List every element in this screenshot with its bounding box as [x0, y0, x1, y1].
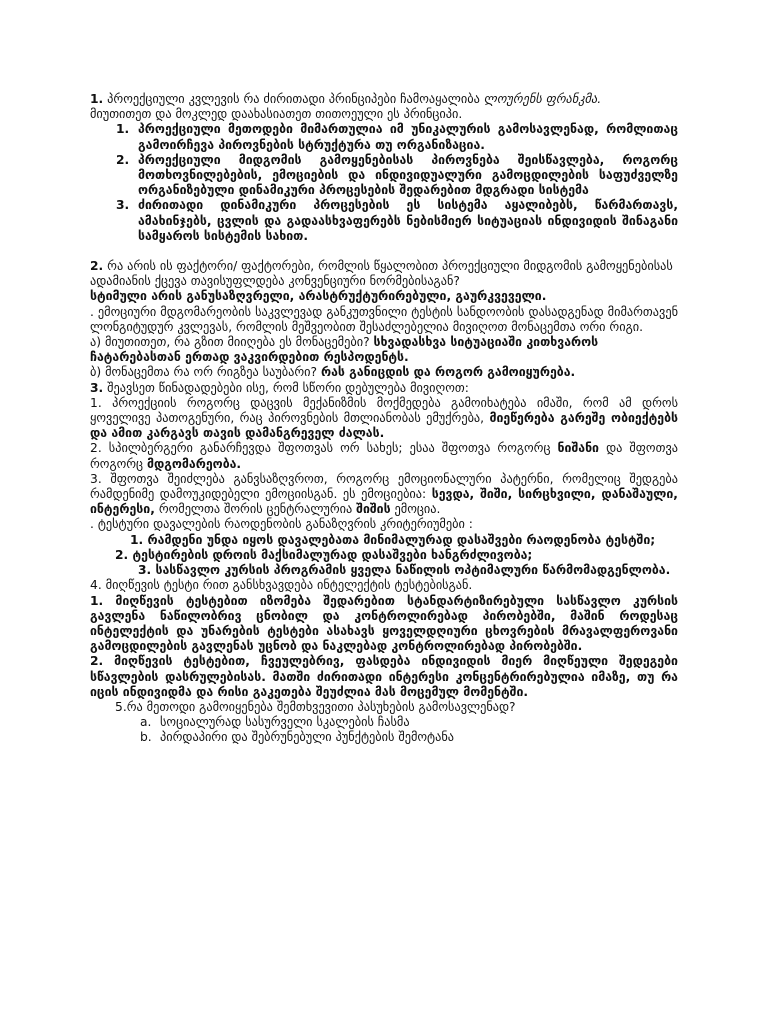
criteria-intro: . ტესტური დავალების რაოდენობის განაზღვრის კრიტერიუმები : [90, 517, 473, 532]
q4-answer-2: 2. მიღწევის ტესტებით, ჩვეულებრივ, ფასდება ინდივიდის მიერ მიღწეული შედეგები სწავლების დასრულებისას. მათში ძირითადი ინტერესი კონცენტრირებულია იმაზე, თუ რა იცის ინდივიდმა და რისი გაკეთება შეუძლია მას მოცემულ მომენტში. [90, 654, 678, 699]
q2b-line [90, 365, 678, 380]
list-number: 1. [116, 122, 130, 137]
q2-question [90, 259, 678, 289]
q1-principle-3 [116, 198, 678, 244]
q3-s2-answer-2: მდგომარეობა. [147, 456, 242, 471]
q1-principles-list [90, 122, 678, 244]
q3-s1-text: 1. პროექციის როგორც დაცვის მექანიზმის მოქმედება გამოიხატება იმაში, რომ ამ დროს ყოველივე პათოგენური, რაც პიროვნების მთლიანობას ემუქრება, [90, 395, 678, 426]
document-page [90, 92, 678, 746]
q2-answer: სტიმული არის განუსაზღვრელი, არასტრუქტურირებული, გაურკვეველი. [90, 289, 547, 304]
list-text: პროექციული მიდგომის გამოყენებისას პიროვნება შეისწავლება, როგორც მოთხოვნილებების, ემოციების და ინდივიდუალური გამოცდილების საფუძველზე ორგანიზებული დინამიკური პროცესების შედარებით მდგრადი სისტემა [138, 152, 678, 198]
q1-text: პროექციული კვლევის რა ძირითადი პრინციპები ჩამოაყალიბა [107, 92, 480, 106]
q3-s3-mid: რომელთა შორის ცენტრალურია [158, 502, 353, 517]
q4-answer-1: 1. მიღწევის ტესტებით იზომება შედარებით სტანდარტიზირებული სასწავლო კურსის გავლენა ნაწილობრივ ცნობილ და კონტროლირებად პირობებში, მაშინ როდესაც ინტელექტის და უნარების ტესტები ასახავს ყოველდღიური ცხოვრების მრავალფეროვანი გამოცდილების გავლენას უცნობ და ნაკლებად კონტროლირებად პირობებში. [90, 593, 678, 654]
q2a-answer: სხვადასხვა სიტუაციაში კითხვაროს ჩატარებასთან ერთად ვაკვირდებით რესპოდენტს. [90, 335, 599, 365]
question-1 [90, 92, 678, 244]
q3-s3-text: 3. შფოთვა შეიძლება განვსაზღვროთ, როგორც ემოციონალური პატერნი, რომელიც შედგება რამდენიმე დამოუკიდებელი ემოციისგან. ეს ემოციებია: [90, 471, 678, 502]
list-text: ძირითადი დინამიკური პროცესების ეს სისტემა აყალიბებს, წარმართავს, ამახინჯებს, ცვლის და გადაასხვაფერებს ნებისმიერ სიტუაციას ინდივიდის შინაგანი სამყაროს სისტემის სახით. [138, 198, 678, 243]
q1-instruction: მიუთითეთ და მოკლედ დაახასიათეთ თითოეული ეს პრინციპი. [90, 107, 463, 122]
q5-option-a [140, 715, 678, 730]
q1-number: 1. [90, 92, 104, 106]
q1-principle-1 [116, 122, 678, 152]
q2-description: . ემოციური მდგომარეობის საკვლევად განკუთვნილი ტესტის სანდოობის დასადგენად მიმართავენ ლონგიტუდურ კვლევას, რომლის მეშვეობით შესაძლებელია მივიღოთ მონაცემთა ორი რიგი. [90, 304, 678, 334]
question-3 [90, 381, 678, 579]
q3-sentence-3 [90, 472, 678, 518]
q2b-answer: რას განიცდის და როგორ გამოიყურება. [320, 365, 576, 380]
question-2 [90, 259, 678, 381]
q1-author: ლოურენს ფრანკმა. [483, 92, 602, 106]
option-letter: b. [140, 730, 152, 745]
q1-principle-2 [116, 152, 678, 199]
q2b-question: ბ) მონაცემთა რა ორ რიგზეა საუბარი? [90, 365, 318, 380]
criterion-1: 1. რამდენი უნდა იყოს დავალებათა მინიმალურად დასაშვები რაოდენობა ტესტში; [130, 532, 656, 547]
option-letter: a. [140, 715, 152, 730]
question-4 [90, 578, 678, 700]
list-number: 2. [116, 152, 130, 167]
list-text: პროექციული მეთოდები მიმართულია იმ უნიკალურის გამოსავლენად, რომლითაც გამოირჩევა პიროვნების სტრუქტურა თუ ორგანიზაცია. [138, 122, 678, 152]
q1-question [90, 92, 678, 107]
q3-s2-text: 2. სპილბერგერი განარჩევდა შფოთვას ორ სახეს; ესაა შფოთვა როგორც [90, 441, 551, 456]
criterion-3: 3. სასწავლო კურსის პროგრამის ყველა ნაწილის ოპტიმალური წარმომადგენლობა. [138, 563, 671, 578]
q2a-line [90, 335, 678, 365]
q2-text: რა არის ის ფაქტორი/ ფაქტორები, რომლის წყალობით პროექციული მიდგომის გამოყენებისას ადამიანის ქცევა თავისუფლდება კონვენციური ნორმებისაგან? [90, 259, 673, 289]
question-5 [90, 700, 678, 746]
q5-options-list [90, 715, 678, 745]
q4-question: 4. მიღწევის ტესტი რით განსხვავდება ინტელექტის ტესტებისგან. [90, 578, 473, 593]
q3-sentence-2 [90, 441, 678, 471]
q3-s2-answer-1: ნიშანი [557, 441, 599, 456]
criterion-2: 2. ტესტირების დროის მაქსიმალურად დასაშვები ხანგრძლივობა; [115, 547, 533, 562]
q2-number: 2. [90, 259, 104, 274]
q5-question: 5.რა მეთოდი გამოიყენება შემთხვევითი პასუხების გამოსავლენად? [115, 699, 516, 714]
q3-s2-mid: და შფოთვა როგორც [90, 441, 678, 471]
q3-intro: შეავსეთ წინადადებები ისე, რომ სწორი დებულება მივიღოთ: [107, 380, 469, 395]
q3-s3-answer: სევდა, შიში, სირცხვილი, დანაშაული, ინტერესი, [90, 487, 678, 517]
q3-s1-answer: მიეწერება გარეშე ობიექტებს და ამით კარგავს თავის დამანგრეველ ძალას. [90, 411, 678, 441]
q3-sentence-1 [90, 396, 678, 442]
q2a-question: ა) მიუთითეთ, რა გზით მიიღება ეს მონაცემები? [90, 335, 370, 350]
q3-intro-line [90, 381, 678, 396]
list-number: 3. [116, 198, 130, 213]
q3-s3-end: ემოცია. [394, 502, 441, 517]
q5-option-b [140, 730, 678, 745]
q3-s3-answer-2: შიშის [356, 502, 391, 517]
option-text: პირდაპირი და შებრუნებული პუნქტების შემოტანა [160, 730, 454, 745]
q3-number: 3. [90, 380, 104, 395]
option-text: სოციალურად სასურველი სკალების ჩასმა [160, 715, 410, 730]
